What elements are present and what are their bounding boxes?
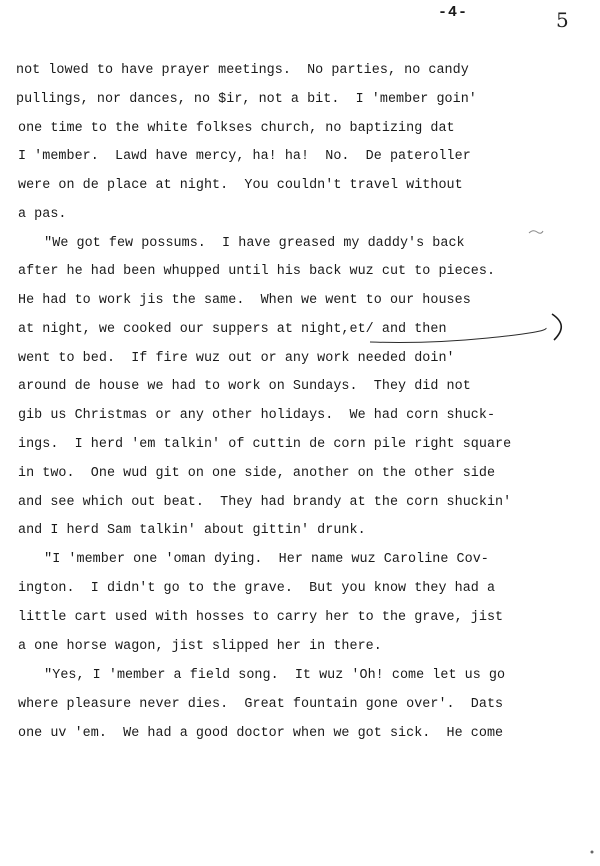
margin-bracket-mark <box>548 312 568 344</box>
text-line: "I 'member one 'oman dying. Her name wuz Caroline Cov- <box>28 552 489 567</box>
pencil-tick-mark <box>528 228 544 236</box>
text-line: at night, we cooked our suppers at night,et/ and then <box>18 322 447 337</box>
text-line: ings. I herd 'em talkin' of cuttin de corn pile right square <box>18 437 512 452</box>
text-line: were on de place at night. You couldn't travel without <box>18 178 463 193</box>
text-line: after he had been whupped until his back wuz cut to pieces. <box>18 264 496 279</box>
text-line: where pleasure never dies. Great fountain gone over'. Dats <box>18 697 504 712</box>
text-line: I 'member. Lawd have mercy, ha! ha! No. De pateroller <box>18 149 471 164</box>
handwritten-insert-line <box>368 322 548 346</box>
text-line: a pas. <box>18 207 67 222</box>
text-line: and I herd Sam talkin' about gittin' drunk. <box>18 523 366 538</box>
text-line: gib us Christmas or any other holidays. We had corn shuck- <box>18 408 496 423</box>
text-line: one time to the white folkses church, no baptizing dat <box>18 121 455 136</box>
text-line: "We got few possums. I have greased my daddy's back <box>28 236 465 251</box>
text-line: and see which out beat. They had brandy at the corn shuckin' <box>18 495 512 510</box>
text-line: not lowed to have prayer meetings. No parties, no candy <box>16 63 469 78</box>
text-line: "Yes, I 'member a field song. It wuz 'Oh! come let us go <box>28 668 506 683</box>
text-line: little cart used with hosses to carry her to the grave, jist <box>18 610 504 625</box>
page-stamp-number: 5 <box>556 8 569 32</box>
text-line: He had to work jis the same. When we went to our houses <box>18 293 471 308</box>
page-header-number: -4- <box>438 4 469 21</box>
text-line: ington. I didn't go to the grave. But you know they had a <box>18 581 496 596</box>
text-line: one uv 'em. We had a good doctor when we got sick. He come <box>18 726 504 741</box>
corner-dot-mark <box>588 848 596 856</box>
text-line: a one horse wagon, jist slipped her in there. <box>18 639 382 654</box>
text-line: around de house we had to work on Sundays. They did not <box>18 379 471 394</box>
text-line: went to bed. If fire wuz out or any work needed doin' <box>18 351 455 366</box>
text-line: in two. One wud git on one side, another on the other side <box>18 466 496 481</box>
text-line: pullings, nor dances, no $ir, not a bit. I 'member goin' <box>16 92 477 107</box>
